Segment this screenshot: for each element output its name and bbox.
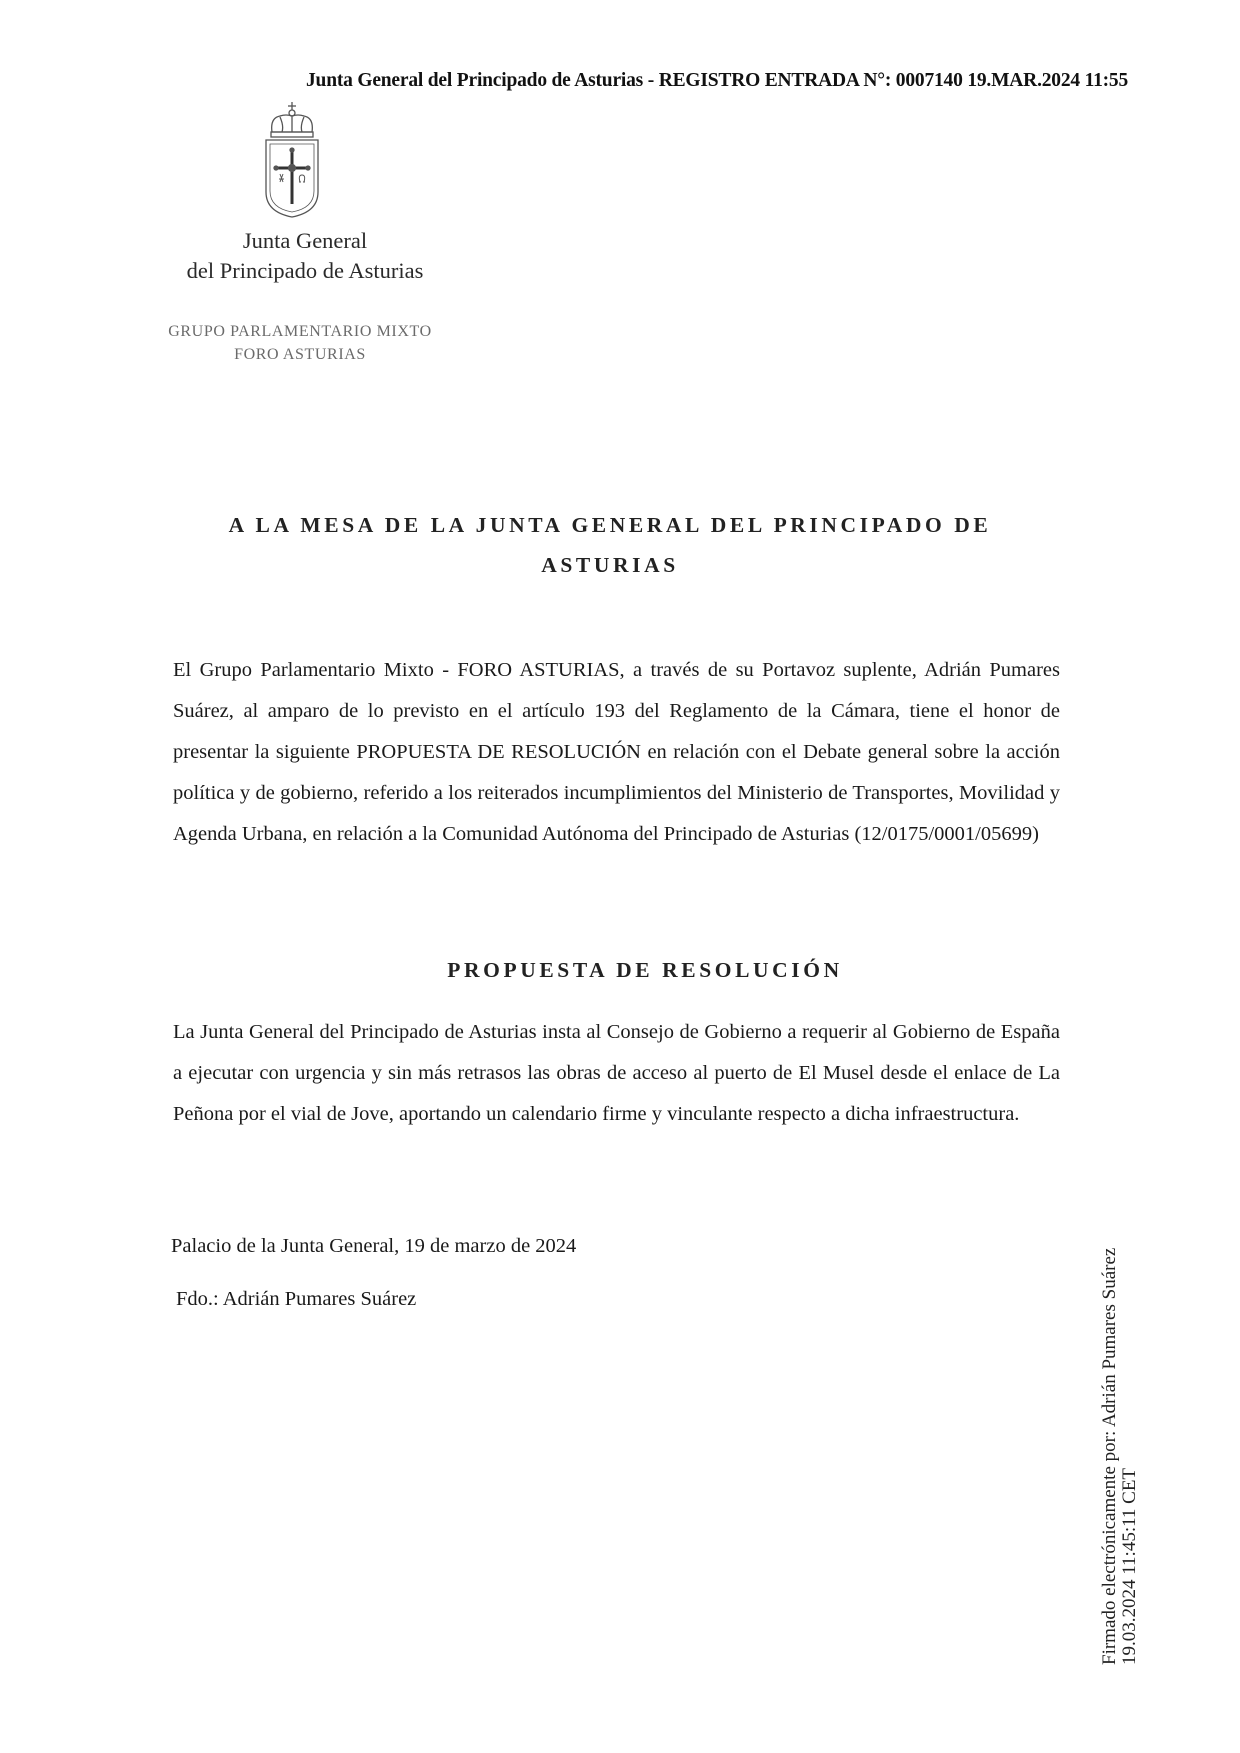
group-line-1: GRUPO PARLAMENTARIO MIXTO	[168, 323, 432, 340]
intro-paragraph: El Grupo Parlamentario Mixto - FORO ASTURIAS, a través de su Portavoz suplente, Adrián Pumares Suárez, al amparo de lo previsto en el artículo 193 del Reglamento de la Cámara, tiene el honor de presentar la siguiente PROPUESTA DE RESOLUCIÓN en relación con el Debate general sobre la acción política y de gobierno, referido a los reiterados incumplimientos del Ministerio de Transportes, Movilidad y Agenda Urbana, en relación a la Comunidad Autónoma del Principado de Asturias (12/0175/0001/05699)	[173, 659, 1060, 845]
proposal-title: PROPUESTA DE RESOLUCIÓN	[447, 958, 843, 982]
e-signature-line-1: Firmado electrónicamente por: Adrián Pumares Suárez	[1099, 1247, 1120, 1665]
signed-by: Fdo.: Adrián Pumares Suárez	[176, 1288, 417, 1310]
registry-stamp: Junta General del Principado de Asturias - REGISTRO ENTRADA N°: 0007140 19.MAR.2024 11:55	[306, 70, 1129, 91]
institution-name	[160, 226, 450, 286]
parliamentary-group	[140, 320, 460, 366]
electronic-signature	[1100, 1248, 1140, 1665]
institution-line-1: Junta General	[242, 228, 368, 253]
addressee-line-2: ASTURIAS	[541, 553, 679, 577]
place-and-date: Palacio de la Junta General, 19 de marzo de 2024	[171, 1235, 577, 1257]
group-line-2: FORO ASTURIAS	[234, 346, 366, 363]
institution-line-2: del Principado de Asturias	[186, 258, 424, 283]
addressee-line-1: A LA MESA DE LA JUNTA GENERAL DEL PRINCIPADO DE	[228, 513, 992, 537]
e-signature-line-2: 19.03.2024 11:45:11 CET	[1119, 1467, 1140, 1665]
proposal-body: La Junta General del Principado de Asturias insta al Consejo de Gobierno a requerir al Gobierno de España a ejecutar con urgencia y sin más retrasos las obras de acceso al puerto de El Musel desde el enlace de La Peñona por el vial de Jove, aportando un calendario firme y vinculante respecto a dicha infraestructura.	[173, 1021, 1060, 1125]
asturias-coat-of-arms-icon	[262, 100, 322, 220]
addressee-heading	[200, 505, 1020, 585]
